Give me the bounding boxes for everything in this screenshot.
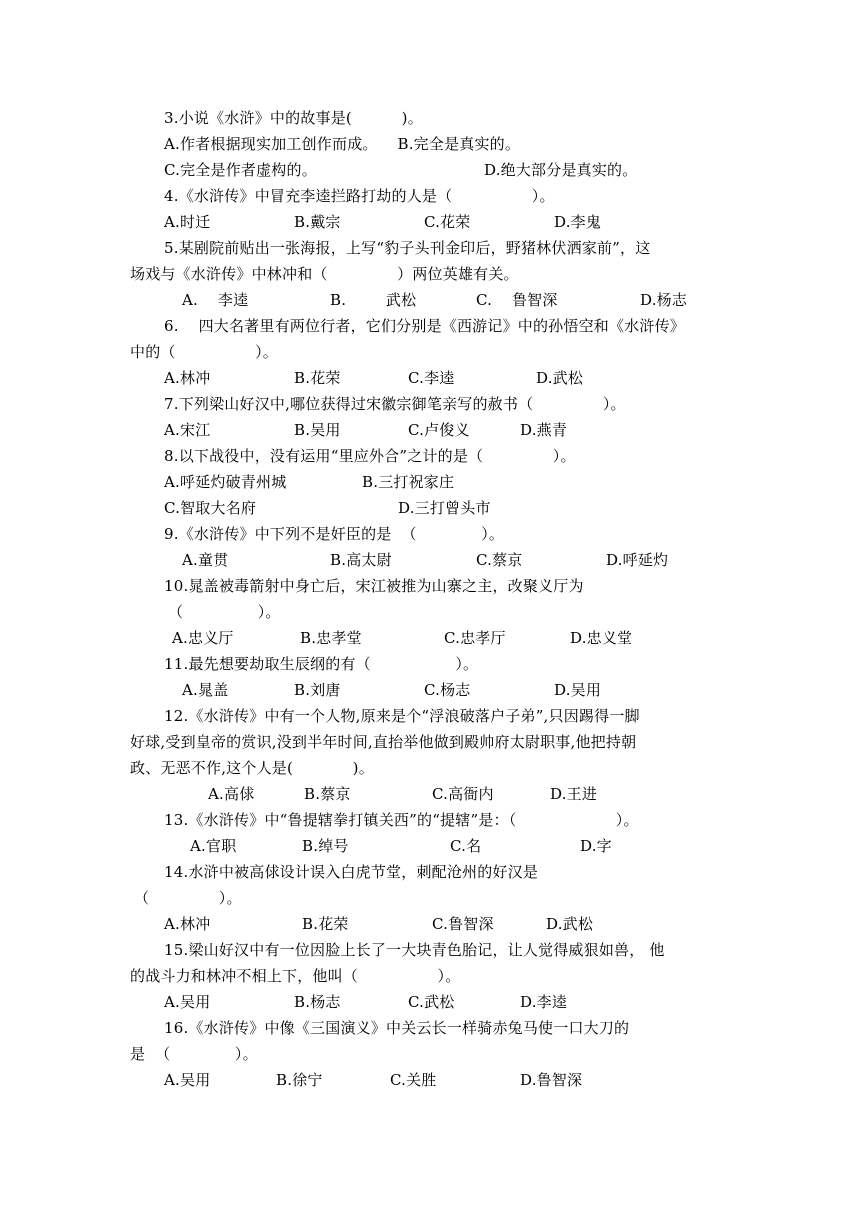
question-9-option-c: C.蔡京 xyxy=(476,551,523,569)
question-13-option-c: C.名 xyxy=(450,837,482,855)
question-10-option-b: B.忠孝堂 xyxy=(300,629,362,647)
question-12-option-b: B.蔡京 xyxy=(304,785,351,803)
question-8: 8.以下战役中，没有运用“里应外合”之计的是（ ）。 xyxy=(164,447,576,465)
question-16-line-2: 是 （ ）。 xyxy=(130,1045,258,1063)
question-13-option-d: D.字 xyxy=(580,837,612,855)
question-6-line-2: 中的（ ）。 xyxy=(130,343,278,361)
question-8-option-a: A.呼延灼破青州城 xyxy=(164,473,287,491)
question-5-option-c: C. 鲁智深 xyxy=(476,291,558,309)
question-4-option-d: D.李鬼 xyxy=(554,213,602,231)
question-12-line-1: 12.《水浒传》中有一个人物,原来是个“浮浪破落户子弟”,只因踢得一脚 xyxy=(164,707,640,725)
question-10-option-a: A.忠义厅 xyxy=(172,629,234,647)
question-3-option-c: C.完全是作者虚构的。 xyxy=(164,161,317,179)
question-3: 3.小说《水浒》中的故事是( )。 xyxy=(164,109,423,127)
question-13-option-b: B.绰号 xyxy=(302,837,349,855)
question-6-line-1: 6. 四大名著里有两位行者，它们分别是《西游记》中的孙悟空和《水浒传》 xyxy=(164,317,685,335)
question-8-option-b: B.三打祝家庄 xyxy=(362,473,455,491)
question-5-line-2: 场戏与《水浒传》中林冲和（ ）两位英雄有关。 xyxy=(130,265,519,283)
question-9: 9.《水浒传》中下列不是奸臣的是 （ ）。 xyxy=(164,525,505,543)
question-5-option-b: B. 武松 xyxy=(330,291,417,309)
question-10-line-1: 10.晁盖被毒箭射中身亡后，宋江被推为山寨之主，改聚义厅为 xyxy=(164,577,584,595)
question-13-option-a: A.官职 xyxy=(190,837,237,855)
question-11-option-d: D.吴用 xyxy=(554,681,602,699)
question-16-option-b: B.徐宁 xyxy=(276,1071,323,1089)
question-15-line-1: 15.梁山好汉中有一位因脸上长了一大块青色胎记，让人觉得威狠如兽， 他 xyxy=(164,941,665,959)
question-5-option-a: A. 李逵 xyxy=(182,291,249,309)
question-8-option-d: D.三打曾头市 xyxy=(398,499,491,517)
question-16-option-d: D.鲁智深 xyxy=(520,1071,583,1089)
question-14-line-1: 14.水浒中被高俅设计误入白虎节堂，刺配沧州的好汉是 xyxy=(164,863,539,881)
question-6-option-a: A.林冲 xyxy=(164,369,211,387)
question-15-option-b: B.杨志 xyxy=(294,993,341,1011)
question-10-option-c: C.忠孝厅 xyxy=(444,629,506,647)
question-15-option-c: C.武松 xyxy=(408,993,455,1011)
question-15-line-2: 的战斗力和林冲不相上下，他叫（ ）。 xyxy=(130,967,461,985)
question-12-line-2: 好球,受到皇帝的赏识,没到半年时间,直抬举他做到殿帅府太尉职事,他把持朝 xyxy=(130,733,637,751)
question-12-option-a: A.高俅 xyxy=(208,785,255,803)
question-8-option-c: C.智取大名府 xyxy=(164,499,257,517)
question-6-option-b: B.花荣 xyxy=(294,369,341,387)
question-14-option-d: D.武松 xyxy=(546,915,594,933)
question-10-option-d: D.忠义堂 xyxy=(570,629,633,647)
question-15-option-d: D.李逵 xyxy=(520,993,568,1011)
question-4-option-a: A.时迁 xyxy=(164,213,211,231)
question-3-option-d: D.绝大部分是真实的。 xyxy=(484,161,638,179)
question-15-option-a: A.吴用 xyxy=(164,993,211,1011)
question-12-line-3: 政、无恶不作,这个人是( )。 xyxy=(130,759,374,777)
question-14-line-2: （ ）。 xyxy=(134,889,242,907)
question-16-option-a: A.吴用 xyxy=(164,1071,211,1089)
question-5-option-d: D.杨志 xyxy=(640,291,688,309)
question-14-option-b: B.花荣 xyxy=(302,915,349,933)
question-7-option-d: D.燕青 xyxy=(520,421,568,439)
question-5-line-1: 5.某剧院前贴出一张海报，上写“豹子头刊金印后，野猪林伏洒家前”，这 xyxy=(164,239,651,257)
question-9-option-a: A.童贯 xyxy=(182,551,229,569)
question-4-option-b: B.戴宗 xyxy=(294,213,341,231)
question-7-option-c: C.卢俊义 xyxy=(408,421,470,439)
question-11: 11.最先想要劫取生辰纲的有（ ）。 xyxy=(164,655,479,673)
question-12-option-d: D.王进 xyxy=(550,785,598,803)
question-11-option-c: C.杨志 xyxy=(424,681,471,699)
question-14-option-c: C.鲁智深 xyxy=(432,915,494,933)
question-4: 4.《水浒传》中冒充李逵拦路打劫的人是（ ）。 xyxy=(164,187,555,205)
question-6-option-d: D.武松 xyxy=(536,369,584,387)
question-16-line-1: 16.《水浒传》中像《三国演义》中关云长一样骑赤兔马使一口大刀的 xyxy=(164,1019,630,1037)
question-3-options-ab: A.作者根据现实加工创作而成。 B.完全是真实的。 xyxy=(164,135,521,153)
question-13: 13.《水浒传》中“鲁提辖拳打镇关西”的“提辖”是：（ ）。 xyxy=(164,811,639,829)
question-12-option-c: C.高衙内 xyxy=(432,785,494,803)
question-9-option-d: D.呼延灼 xyxy=(606,551,669,569)
question-9-option-b: B.高太尉 xyxy=(330,551,392,569)
question-14-option-a: A.林冲 xyxy=(164,915,211,933)
question-7: 7.下列梁山好汉中,哪位获得过宋徽宗御笔亲写的赦书（ ）。 xyxy=(164,395,626,413)
question-16-option-c: C.关胜 xyxy=(390,1071,437,1089)
question-10-line-2: （ ）。 xyxy=(168,603,281,621)
question-4-option-c: C.花荣 xyxy=(424,213,471,231)
question-11-option-b: B.刘唐 xyxy=(294,681,341,699)
question-7-option-a: A.宋江 xyxy=(164,421,211,439)
question-6-option-c: C.李逵 xyxy=(408,369,455,387)
question-7-option-b: B.吴用 xyxy=(294,421,341,439)
question-11-option-a: A.晁盖 xyxy=(182,681,229,699)
